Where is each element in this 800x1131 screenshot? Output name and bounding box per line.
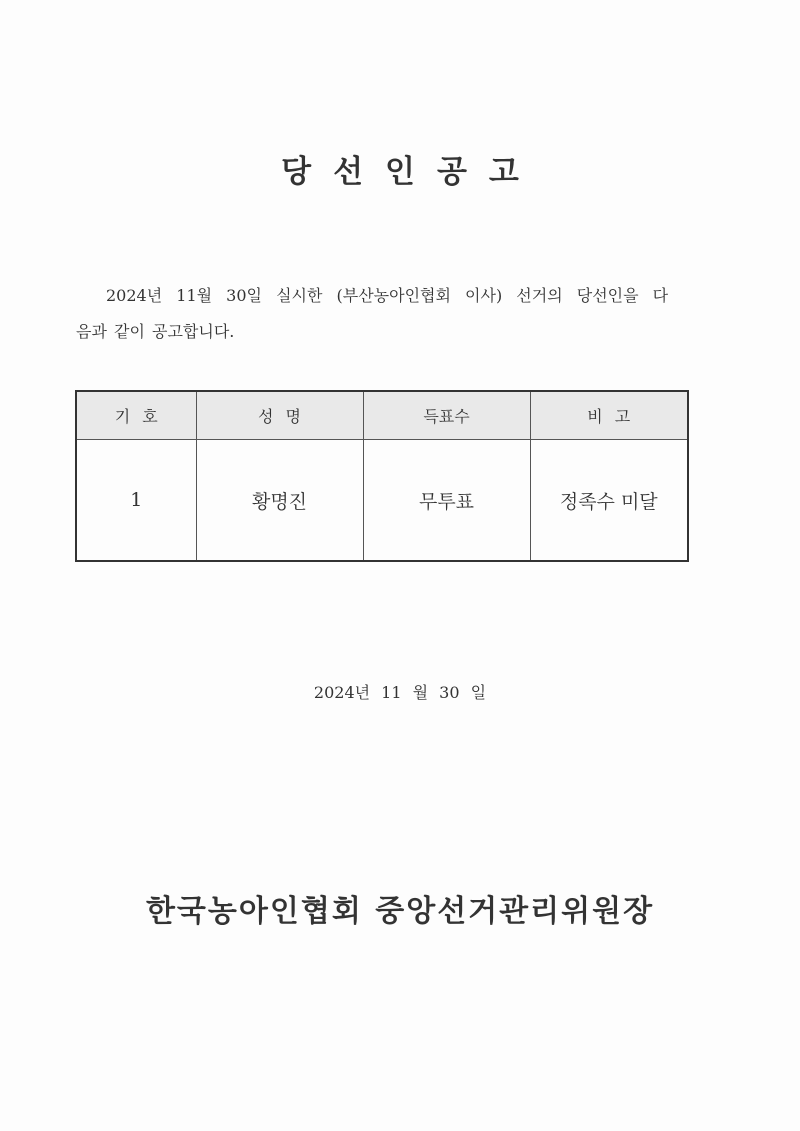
header-number: 기호 — [76, 391, 196, 440]
table-header-row — [76, 391, 688, 440]
page-title: 당선인공고 — [281, 154, 541, 190]
cell-remarks: 정족수 미달 — [530, 440, 688, 562]
header-remarks: 비고 — [530, 391, 688, 440]
header-name: 성명 — [196, 391, 363, 440]
announcement-body — [76, 278, 726, 350]
header-votes: 득표수 — [363, 391, 530, 440]
cell-name: 황명진 — [196, 440, 363, 562]
table-row — [76, 440, 688, 562]
announcement-line-1: 2024년 11월 30일 실시한 (부산농아인협회 이사) 선거의 당선인을 다 — [106, 286, 669, 305]
issuer-signature: 한국농아인협회 중앙선거관리위원장 — [145, 894, 655, 929]
winner-table — [75, 390, 689, 562]
cell-votes: 무투표 — [363, 440, 530, 562]
announcement-date: 2024년 11 월 30 일 — [313, 683, 487, 702]
cell-number: 1 — [76, 440, 196, 562]
announcement-line-2: 음과 같이 공고합니다. — [76, 322, 235, 341]
